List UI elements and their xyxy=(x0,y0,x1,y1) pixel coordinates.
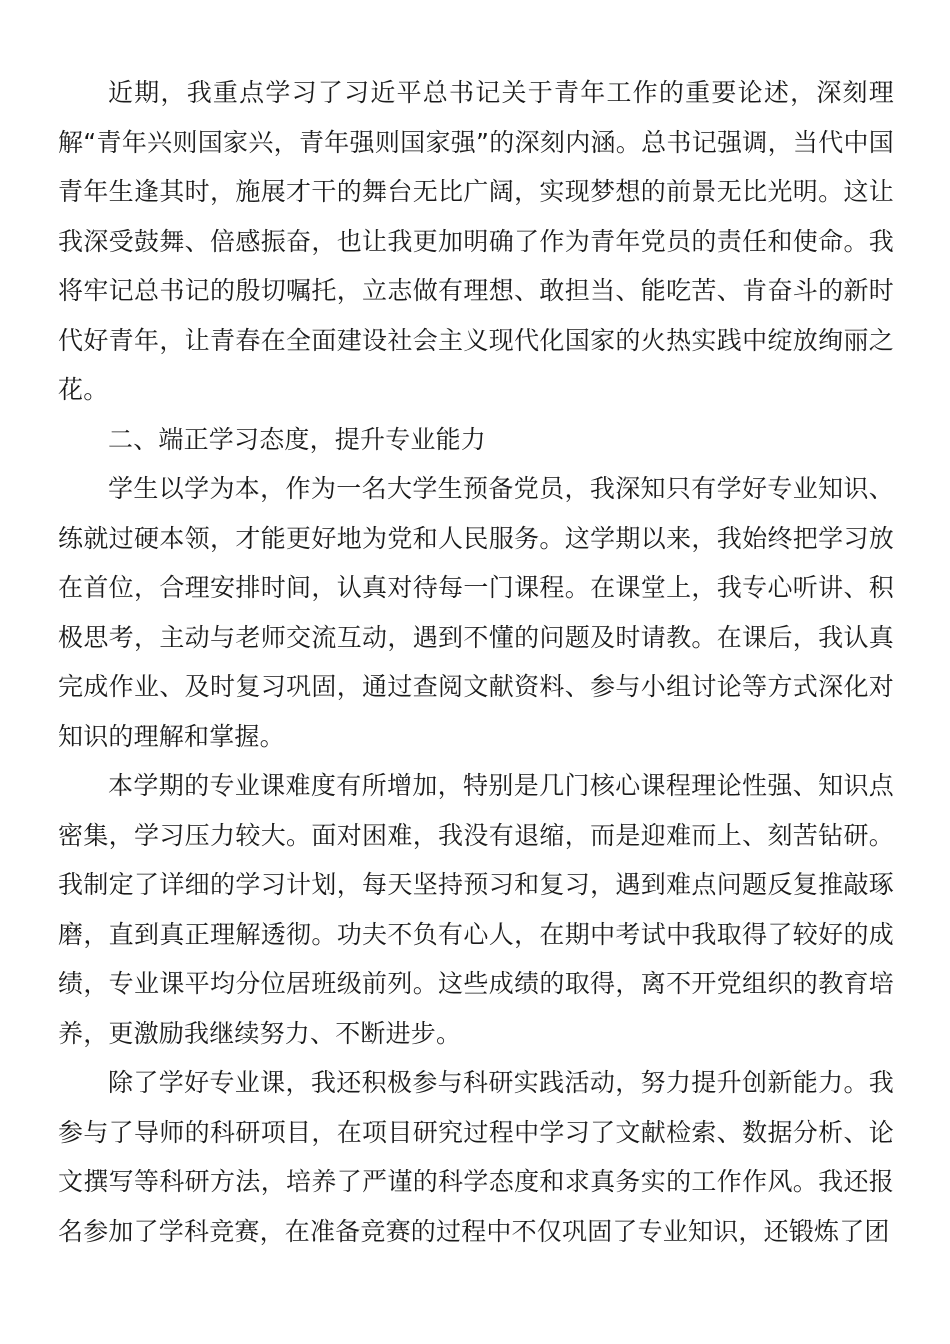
paragraph-study-basis: 学生以学为本，作为一名大学生预备党员，我深知只有学好专业知识、练就过硬本领，才能更好地为党和人民服务。这学期以来，我始终把学习放在首位，合理安排时间，认真对待每一门课程。在课堂上，我专心听讲、积极思考，主动与老师交流互动，遇到不懂的问题及时请教。在课后，我认真完成作业、及时复习巩固，通过查阅文献资料、参与小组讨论等方式深化对知识的理解和掌握。 xyxy=(58,474,894,751)
document-page xyxy=(58,68,894,1256)
paragraph-research-practice: 除了学好专业课，我还积极参与科研实践活动，努力提升创新能力。我参与了导师的科研项目，在项目研究过程中学习了文献检索、数据分析、论文撰写等科研方法，培养了严谨的科学态度和求真务实的工作作风。我还报名参加了学科竞赛，在准备竞赛的过程中不仅巩固了专业知识，还锻炼了团 xyxy=(58,1068,894,1246)
paragraph-youth-work: 近期，我重点学习了习近平总书记关于青年工作的重要论述，深刻理解“青年兴则国家兴，青年强则国家强”的深刻内涵。总书记强调，当代中国青年生逢其时，施展才干的舞台无比广阔，实现梦想的前景无比光明。这让我深受鼓舞、倍感振奋，也让我更加明确了作为青年党员的责任和使命。我将牢记总书记的殷切嘱托，立志做有理想、敢担当、能吃苦、肯奋斗的新时代好青年，让青春在全面建设社会主义现代化国家的火热实践中绽放绚丽之花。 xyxy=(58,78,894,404)
section-heading-study-attitude: 二、端正学习态度，提升专业能力 xyxy=(108,424,487,454)
paragraph-course-difficulty: 本学期的专业课难度有所增加，特别是几门核心课程理论性强、知识点密集，学习压力较大。面对困难，我没有退缩，而是迎难而上、刻苦钻研。我制定了详细的学习计划，每天坚持预习和复习，遇到难点问题反复推敲琢磨，直到真正理解透彻。功夫不负有心人，在期中考试中我取得了较好的成绩，专业课平均分位居班级前列。这些成绩的取得，离不开党组织的教育培养，更激励我继续努力、不断进步。 xyxy=(58,771,894,1048)
